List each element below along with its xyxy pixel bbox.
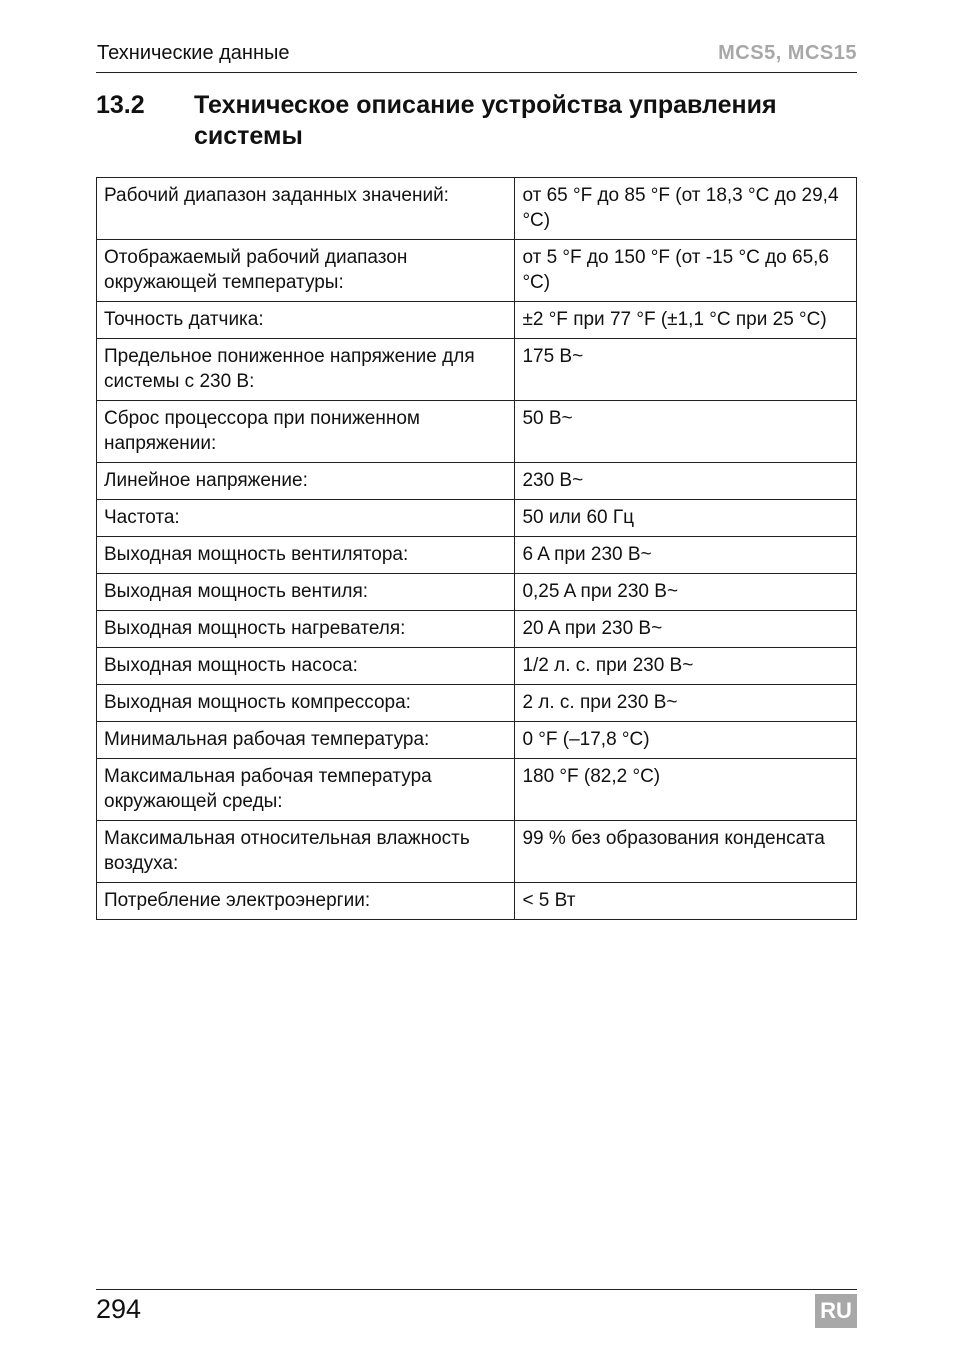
spec-value-cell: 175 В~	[515, 339, 857, 401]
table-row	[97, 302, 857, 339]
table-row	[97, 722, 857, 759]
spec-value-cell: 230 В~	[515, 463, 857, 500]
spec-parameter-cell: Выходная мощность компрессора:	[97, 685, 515, 722]
spec-parameter-cell: Выходная мощность вентилятора:	[97, 537, 515, 574]
spec-parameter-cell: Максимальная относительная влажность воздуха:	[97, 821, 515, 883]
spec-table	[96, 177, 857, 920]
table-row	[97, 821, 857, 883]
table-row	[97, 648, 857, 685]
header-section-label: Технические данные	[97, 42, 290, 64]
spec-value-cell: ±2 °F при 77 °F (±1,1 °C при 25 °C)	[515, 302, 857, 339]
table-row	[97, 339, 857, 401]
section-number: 13.2	[96, 91, 145, 119]
table-row	[97, 178, 857, 240]
spec-parameter-cell: Точность датчика:	[97, 302, 515, 339]
spec-parameter-cell: Минимальная рабочая температура:	[97, 722, 515, 759]
spec-table-body	[97, 178, 857, 920]
language-badge: RU	[815, 1294, 857, 1328]
table-row	[97, 537, 857, 574]
spec-value-cell: 2 л. с. при 230 В~	[515, 685, 857, 722]
spec-parameter-cell: Сброс процессора при пониженном напряжении:	[97, 401, 515, 463]
header-model: MCS5, MCS15	[718, 42, 857, 64]
table-row	[97, 240, 857, 302]
spec-value-cell: 0 °F (–17,8 °C)	[515, 722, 857, 759]
spec-parameter-cell: Рабочий диапазон заданных значений:	[97, 178, 515, 240]
table-row	[97, 401, 857, 463]
page-number: 294	[96, 1294, 142, 1324]
spec-value-cell: 6 A при 230 В~	[515, 537, 857, 574]
table-row	[97, 685, 857, 722]
spec-parameter-cell: Выходная мощность нагревателя:	[97, 611, 515, 648]
page-footer	[96, 1289, 857, 1330]
spec-parameter-cell: Потребление электроэнергии:	[97, 883, 515, 920]
table-row	[97, 759, 857, 821]
spec-parameter-cell: Предельное пониженное напряжение для системы с 230 В:	[97, 339, 515, 401]
spec-parameter-cell: Выходная мощность насоса:	[97, 648, 515, 685]
spec-parameter-cell: Отображаемый рабочий диапазон окружающей температуры:	[97, 240, 515, 302]
table-row	[97, 574, 857, 611]
spec-parameter-cell: Линейное напряжение:	[97, 463, 515, 500]
spec-parameter-cell: Частота:	[97, 500, 515, 537]
spec-value-cell: 50 В~	[515, 401, 857, 463]
spec-value-cell: 50 или 60 Гц	[515, 500, 857, 537]
table-row	[97, 500, 857, 537]
spec-parameter-cell: Выходная мощность вентиля:	[97, 574, 515, 611]
table-row	[97, 611, 857, 648]
spec-parameter-cell: Максимальная рабочая температура окружающей среды:	[97, 759, 515, 821]
spec-value-cell: 1/2 л. с. при 230 В~	[515, 648, 857, 685]
spec-value-cell: 0,25 A при 230 В~	[515, 574, 857, 611]
spec-value-cell: < 5 Вт	[515, 883, 857, 920]
section-title: Техническое описание устройства управления системы	[194, 91, 777, 150]
spec-value-cell: от 5 °F до 150 °F (от -15 °C до 65,6 °C)	[515, 240, 857, 302]
spec-value-cell: 20 A при 230 В~	[515, 611, 857, 648]
spec-value-cell: 99 % без образования конденсата	[515, 821, 857, 883]
table-row	[97, 883, 857, 920]
table-row	[97, 463, 857, 500]
page-header	[96, 40, 857, 73]
spec-value-cell: 180 °F (82,2 °C)	[515, 759, 857, 821]
spec-value-cell: от 65 °F до 85 °F (от 18,3 °C до 29,4 °C)	[515, 178, 857, 240]
